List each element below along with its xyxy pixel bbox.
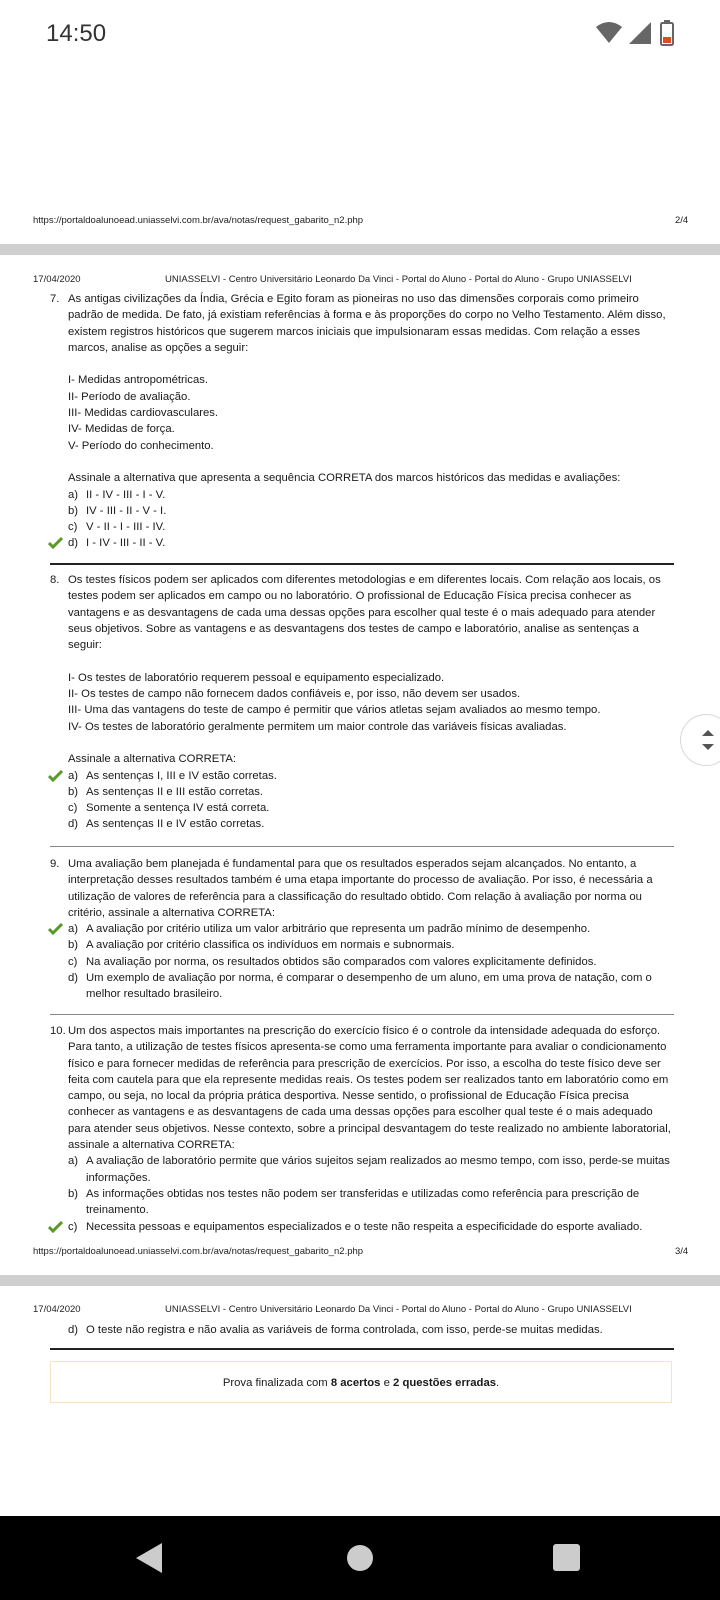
result-connector: e <box>380 1377 394 1389</box>
question-number: 7. <box>50 293 60 305</box>
question-number: 8. <box>50 574 60 586</box>
page-number: 3/4 <box>675 1246 689 1257</box>
print-title: UNIASSELVI - Centro Universitário Leonardo Da Vinci - Portal do Aluno - Portal do Aluno - Grupo UNIASSELVI <box>165 1304 632 1315</box>
question-text: As antigas civilizações da Índia, Grécia e Egito foram as pioneiras no uso das dimensões corporais como primeiro padrão de medida. De fato, já existiam referências à forma e às proporções do corpo no Velho Testamento. Além disso, existem registros históricos que sugerem marcos iniciais que impulsionaram essas medidas. Com relação a esses marcos, analise as opções a seguir: <box>68 293 666 354</box>
option-letter: b) <box>68 1187 79 1200</box>
option-text: A avaliação por critério classifica os indivíduos em normais e subnormais. <box>86 939 455 952</box>
scroll-down-icon[interactable] <box>702 744 714 750</box>
option-text: As sentenças II e III estão corretas. <box>86 785 264 798</box>
correct-check-icon <box>48 537 63 554</box>
option-a <box>50 487 674 503</box>
option-text: As informações obtidas nos testes não podem ser transferidas e utilizadas como referência para prescrição de treinamento. <box>86 1187 640 1217</box>
option-text: O teste não registra e não avalia as variáveis de forma controlada, com isso, perde-se muitas medidas. <box>86 1324 603 1336</box>
option-text: A avaliação de laboratório permite que vários sujeitos sejam realizados ao mesmo tempo, com isso, perde-se muitas informações. <box>86 1155 670 1184</box>
option-c <box>50 954 674 970</box>
question-divider <box>50 1348 674 1350</box>
option-b <box>50 503 674 519</box>
print-title: UNIASSELVI - Centro Universitário Leonardo Da Vinci - Portal do Aluno - Portal do Aluno - Grupo UNIASSELVI <box>165 274 632 285</box>
battery-icon <box>660 20 674 51</box>
option-letter: b) <box>68 939 79 952</box>
scroll-up-icon[interactable] <box>702 730 714 736</box>
question-8 <box>50 572 674 833</box>
option-letter: a) <box>68 923 79 936</box>
back-icon[interactable] <box>136 1543 164 1578</box>
result-wrong-count: 2 questões erradas <box>393 1377 497 1389</box>
result-summary <box>50 1361 672 1403</box>
question-10-continued <box>50 1322 674 1338</box>
option-a <box>50 1153 674 1186</box>
option-text: IV - III - II - V - I. <box>86 504 167 517</box>
question-10 <box>50 1023 674 1235</box>
option-letter: c) <box>68 802 78 815</box>
status-time: 14:50 <box>46 20 107 47</box>
option-a <box>50 921 674 937</box>
result-correct-count: 8 acertos <box>330 1377 381 1389</box>
page-number: 2/4 <box>675 215 689 226</box>
signal-icon <box>629 22 651 49</box>
option-letter: d) <box>68 818 79 831</box>
option-text: Na avaliação por norma, os resultados obtidos são comparados com valores explicitamente definidos. <box>86 955 597 968</box>
question-text: Os testes físicos podem ser aplicados com diferentes metodologias e em diferentes locais. Com relação aos locais, os testes podem ser aplicados em campo ou no laboratório. O profissional de Educação Física precisa conhecer as vantagens e as desvantagens de cada uma dessas opções para escolher qual teste é o mais adequado para atender seus objetivos. Sobre as vantagens e as desvantagens dos testes de campo e laboratório, analise as sentenças a seguir: <box>68 574 661 652</box>
page-separator <box>0 1275 720 1286</box>
option-text: As sentenças I, III e IV estão corretas. <box>86 769 277 782</box>
option-text: Um exemplo de avaliação por norma, é comparar o desempenho de um aluno, em uma prova de natação, com o melhor resultado brasileiro. <box>86 972 652 1001</box>
question-prompt: Assinale a alternativa que apresenta a sequência CORRETA dos marcos históricos das medidas e avaliações: <box>68 472 621 485</box>
recents-icon[interactable] <box>553 1544 580 1571</box>
option-b <box>50 937 674 953</box>
question-number: 9. <box>50 858 60 870</box>
statement: I- Os testes de laboratório requerem pessoal e equipamento especializado. <box>68 671 445 684</box>
statement: IV- Os testes de laboratório geralmente permitem um maior controle das variáveis físicas avaliadas. <box>68 720 567 733</box>
option-text: I - IV - III - II - V. <box>86 537 166 550</box>
page-url: https://portaldoalunoead.uniasselvi.com.br/ava/notas/request_gabarito_n2.php <box>33 215 364 226</box>
option-d <box>50 535 674 551</box>
option-letter: d) <box>68 537 79 550</box>
option-text: Somente a sentença IV está correta. <box>86 802 270 815</box>
option-text: A avaliação por critério utiliza um valor arbitrário que representa um padrão mínimo de desempenho. <box>86 923 591 936</box>
option-d <box>50 970 674 1003</box>
option-letter: a) <box>68 769 79 782</box>
page-scroll-button[interactable] <box>680 714 720 766</box>
option-letter: a) <box>68 1155 79 1168</box>
option-letter: c) <box>68 1220 78 1233</box>
option-letter: c) <box>68 955 78 968</box>
option-text: V - II - I - III - IV. <box>86 521 166 534</box>
statement: V- Período do conhecimento. <box>68 439 214 452</box>
page-url: https://portaldoalunoead.uniasselvi.com.br/ava/notas/request_gabarito_n2.php <box>33 1246 364 1257</box>
option-text: As sentenças II e IV estão corretas. <box>86 818 265 831</box>
question-divider <box>50 846 674 847</box>
correct-check-icon <box>48 1221 63 1238</box>
option-c <box>50 800 674 816</box>
option-letter: a) <box>68 488 79 501</box>
option-text: II - IV - III - I - V. <box>86 488 166 501</box>
question-text: Uma avaliação bem planejada é fundamental para que os resultados esperados sejam alcançados. No entanto, a interpretação desses resultados também é uma etapa importante do processo de avaliação. Por isso, é necessária a utilização de valores de referência para a classificação do resultado obtido. Com relação à avaliação por norma ou critério, assinale a alternativa CORRETA: <box>68 858 653 919</box>
result-prefix: Prova finalizada com <box>222 1377 331 1389</box>
option-text: Necessita pessoas e equipamentos especializados e o teste não respeita a especificidade do esporte avaliado. <box>86 1220 643 1233</box>
option-letter: d) <box>68 972 79 985</box>
home-icon[interactable] <box>347 1545 373 1571</box>
print-date: 17/04/2020 <box>33 1304 81 1315</box>
page-separator <box>0 244 720 255</box>
question-divider <box>50 1014 674 1015</box>
question-prompt: Assinale a alternativa CORRETA: <box>68 753 237 766</box>
statement: IV- Medidas de força. <box>68 423 175 436</box>
question-text: Um dos aspectos mais importantes na prescrição do exercício físico é o controle da intensidade adequada do esforço. Para tanto, a utilização de testes físicos apresenta-se como uma ferramenta importante para avaliar o condicionamento físico e para fornecer medidas de referência para prescrição de exercícios. Por isso, a escolha do teste físico deve ser feita com cautela para que ela represente medidas reais. Os testes podem ser realizados tanto em laboratório como em campo, ou seja, no local da própria prática desportiva. Nesse sentido, o profissional de Educação Física precisa conhecer as vantagens e as desvantagens de cada uma dessas opções para escolher qual teste é o mais adequado para atender seus objetivos. Nesse contexto, sobre a principal desvantagem do teste realizado no ambiente laboratorial, assinale a alternativa CORRETA: <box>68 1025 671 1152</box>
option-c <box>50 519 674 535</box>
option-a <box>50 768 674 784</box>
option-c <box>50 1219 674 1235</box>
option-d <box>50 816 674 832</box>
question-number: 10. <box>50 1025 66 1037</box>
question-9 <box>50 856 674 1003</box>
option-d <box>50 1322 674 1338</box>
navigation-bar <box>0 1516 720 1600</box>
statement: III- Uma das vantagens do teste de campo é permitir que vários atletas sejam avaliados ao mesmo tempo. <box>68 704 601 717</box>
option-letter: d) <box>68 1324 79 1336</box>
result-suffix: . <box>496 1377 500 1389</box>
wifi-icon <box>596 22 622 49</box>
option-b <box>50 784 674 800</box>
statement: III- Medidas cardiovasculares. <box>68 407 219 420</box>
option-b <box>50 1186 674 1219</box>
print-date: 17/04/2020 <box>33 274 81 285</box>
question-divider <box>50 563 674 565</box>
option-letter: b) <box>68 504 79 517</box>
option-letter: c) <box>68 521 78 534</box>
statement: I- Medidas antropométricas. <box>68 374 209 387</box>
statement: II- Os testes de campo não fornecem dados confiáveis e, por isso, não devem ser usados. <box>68 688 521 701</box>
statement: II- Período de avaliação. <box>68 390 191 403</box>
option-letter: b) <box>68 785 79 798</box>
question-7 <box>50 291 674 552</box>
